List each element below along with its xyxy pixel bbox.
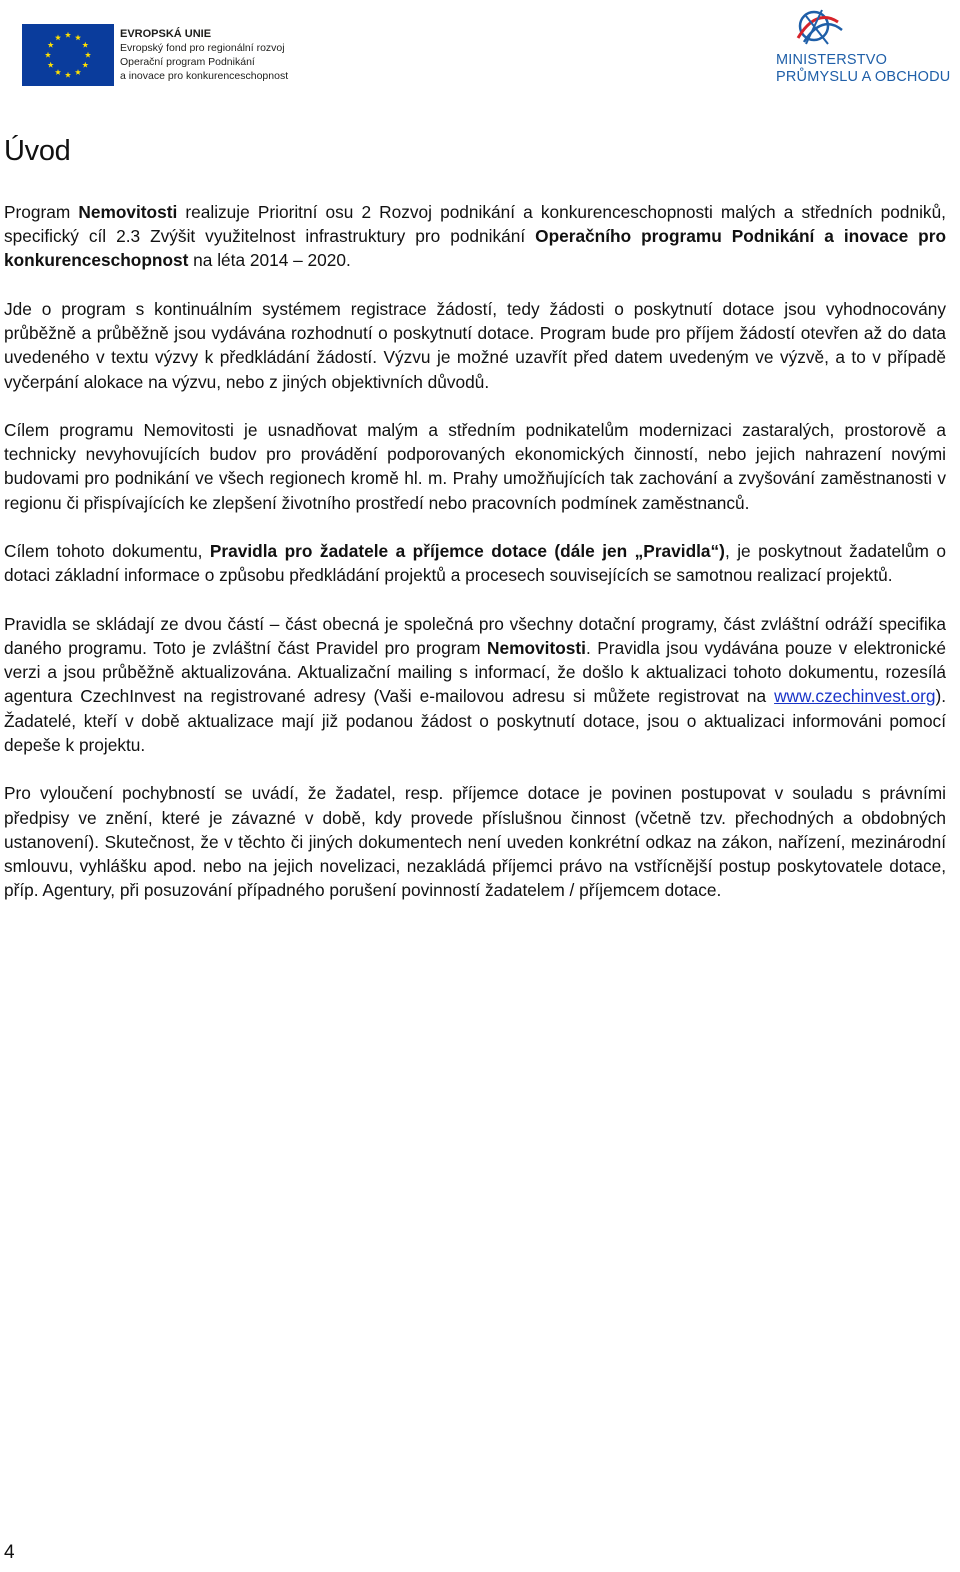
paragraph-3: Cílem programu Nemovitosti je usnadňovat malým a středním podnikatelům modernizaci zastaralých, prostorově a technicky nevyhovujících budov pro provádění podporovaných ekonomických činností, nebo jejich nahrazení novými budovami pro podnikání ve všech regionech kromě hl. m. Prahy umožňujících tak zachování a zvyšování zaměstnanosti v regionu či přispívajících ke zlepšení životního prostředí nebo pracovních podmínek zaměstnanců. [4,420,946,513]
page-header [0,0,960,100]
czechinvest-link[interactable]: www.czechinvest.org [774,686,936,707]
eu-fund-text [120,27,288,83]
p4-bold-rules: Pravidla pro žadatele a příjemce dotace (dále jen „Pravidla“) [209,541,725,562]
eu-line-4: a inovace pro konkurenceschopnost [120,70,289,82]
paragraph-4 [4,539,946,587]
p5-bold-program: Nemovitosti [487,638,586,659]
p5-text-a: Pravidla se skládají ze dvou částí – část obecná je společná pro všechny dotační programy, část zvláštní odráží specifika daného programu. Toto je zvláštní část Pravidel pro program [4,613,946,659]
eu-flag-logo [22,24,114,86]
p5-text-d: ). Žadatelé, kteří v době aktualizace mají již podanou žádost o poskytnutí dotace, jsou o aktualizaci informováni pomocí depeše k projektu. [4,686,946,755]
p1-bold-op: Operačního programu Podnikání a inovace pro konkurenceschopnost [4,226,946,271]
paragraph-1 [4,200,946,273]
p4-text-c: , je poskytnout žadatelům o dotaci základní informace o způsobu předkládání projektů a procesech souvisejících se samotnou realizací projektů. [4,541,946,586]
ministry-line-2: PRŮMYSLU A OBCHODU [776,69,951,85]
eu-line-1: EVROPSKÁ UNIE [120,28,212,40]
page-number: 4 [4,1542,15,1563]
paragraph-2: Jde o program s kontinuálním systémem registrace žádostí, tedy žádosti o poskytnutí dotace jsou vyhodnocovány průběžně a průběžně jsou vydávána rozhodnutí o poskytnutí dotace. Program bude pro příjem žádostí otevřen až do data uvedeného v textu výzvy k předkládání žádostí. Výzvu je možné uzavřít před datem uvedeným ve výzvě, a to v případě vyčerpání alokace na výzvu, nebo z jiných objektivních důvodů. [4,298,946,392]
p5-text-c: . Pravidla jsou vydávána pouze v elektronické verzi a jsou průběžně aktualizována. Aktualizační mailing s informací, že došlo k aktualizaci tohoto dokumentu, rozesílá agentura CzechInvest na registrované adresy (Vaši e-mailovou adresu si můžete registrovat na [4,638,946,707]
paragraph-6: Pro vyloučení pochybností se uvádí, že žadatel, resp. příjemce dotace je povinen postupovat v souladu s právními předpisy ve znění, které je závazné v době, kdy provede příslušnou činnost (včetně tzv. přechodných a obdobných ustanovení). Skutečnost, že v těchto či jiných dokumentech není uveden konkrétní odkaz na zákon, nařízení, mezinárodní smlouvu, vyhlášku apod. nebo na jejich novelizaci, nezakládá příjemci právo na vstřícnější postup poskytovatele dotace, příp. Agentury, při posuzování případného porušení povinností žadatelem / příjemcem dotace. [4,783,946,901]
eu-line-2: Evropský fond pro regionální rozvoj [120,42,285,54]
p4-text-a: Cílem tohoto dokumentu, [4,541,210,562]
page-title: Úvod [4,135,71,167]
p1-text-a: Program [4,202,79,222]
p1-text-e: na léta 2014 – 2020. [188,250,351,271]
eu-line-3: Operační program Podnikání [120,56,255,68]
paragraph-5 [4,612,946,757]
ministry-line-1: MINISTERSTVO [776,52,888,68]
ministry-name [776,52,950,86]
p1-text-c: realizuje Prioritní osu 2 Rozvoj podnikání a konkurenceschopnosti malých a středních podniků, specifický cíl 2.3 Zvýšit využitelnost infrastruktury pro podnikání [4,202,946,247]
p1-bold-program: Nemovitosti [78,202,178,222]
document-body [4,200,946,927]
